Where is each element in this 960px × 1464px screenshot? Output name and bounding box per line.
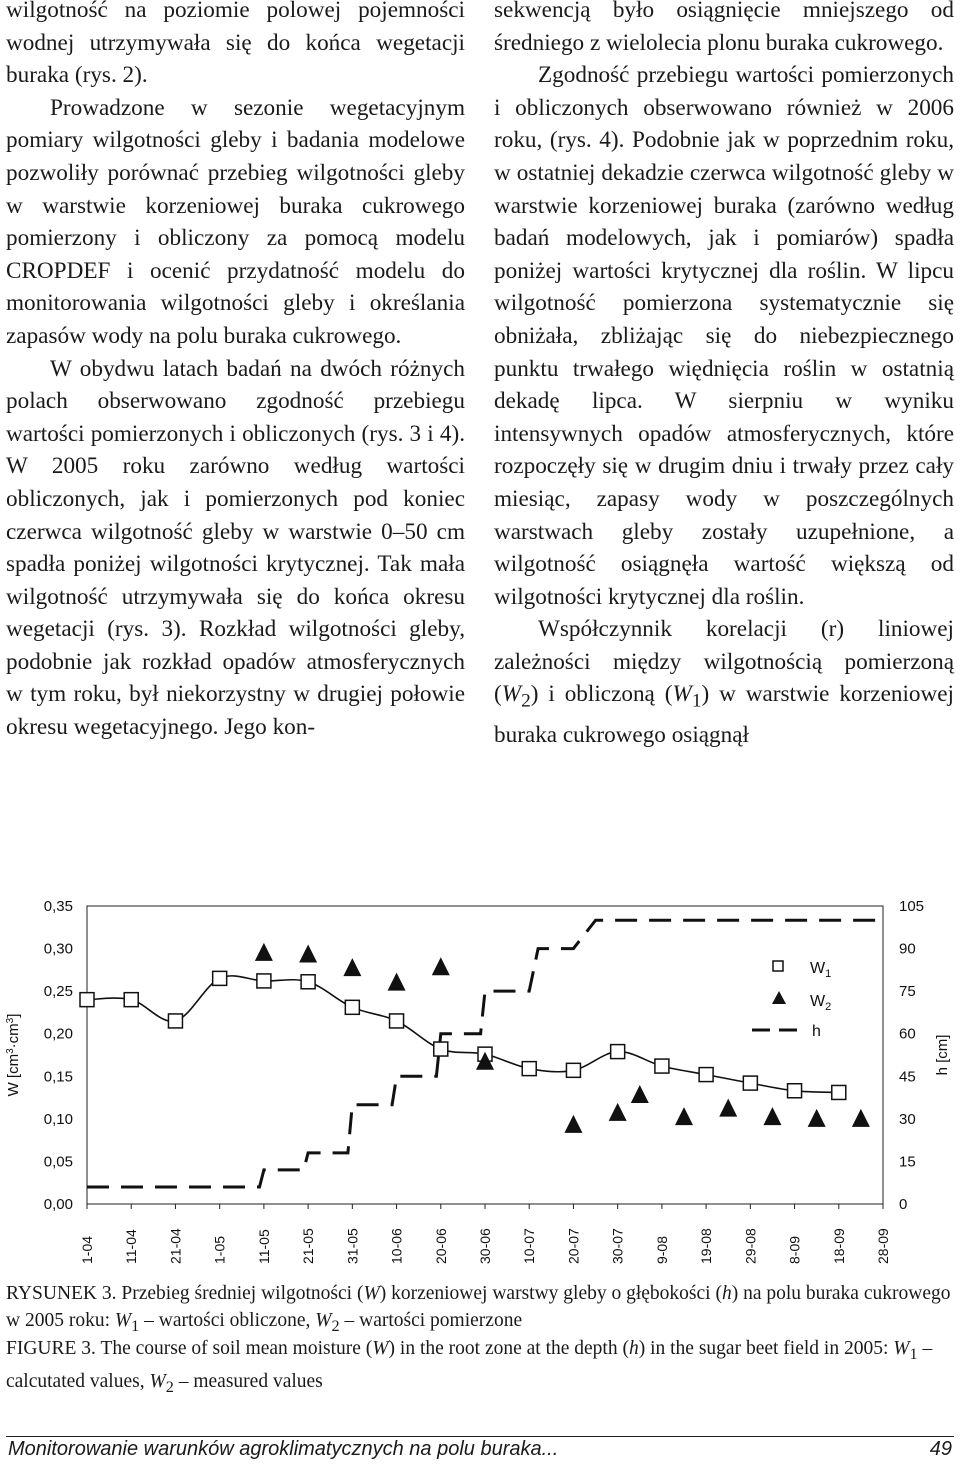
figure-caption-english: FIGURE 3. The course of soil mean moisture (W) in the root zone at the depth (h) in the sugar beet field in 2005: $W_1$ – calcutated values, $W_2$ – measured values <box>6 1338 933 1396</box>
page-number: 49 <box>929 1438 952 1460</box>
footer-title: Monitorowanie warunków agroklimatycznych na polu buraka... <box>8 1438 559 1460</box>
legend-w1-label: $W_1$ <box>810 960 832 980</box>
y-left-tick-label: 0,15 <box>43 1068 73 1086</box>
w2-point <box>388 973 406 991</box>
moisture-chart <box>0 880 960 1275</box>
w1-point <box>699 1068 713 1082</box>
w2-point <box>675 1107 693 1125</box>
x-tick-label: 10-07 <box>521 1228 538 1264</box>
legend-w1-symbol <box>773 961 783 971</box>
x-tick-label: 31-05 <box>344 1228 361 1264</box>
left-text-column <box>6 0 465 744</box>
w1-point <box>213 971 227 985</box>
w1-point <box>390 1014 404 1028</box>
x-tick-label: 9-08 <box>653 1235 670 1264</box>
w1-point <box>788 1084 802 1098</box>
y-right-tick-label: 15 <box>899 1153 916 1171</box>
w1-point <box>345 1000 359 1014</box>
w2-point <box>432 957 450 975</box>
w1-point <box>301 975 315 989</box>
right-paragraph-1: sekwencją było osiągnięcie mniejszego od średniego z wielolecia plonu buraka cukrowego. <box>494 0 954 56</box>
x-tick-label: 11-05 <box>255 1229 272 1264</box>
y-left-tick-label: 0,30 <box>43 940 73 958</box>
y-left-tick-label: 0,20 <box>43 1025 73 1043</box>
left-paragraph-2: Prowadzone w sezonie wegetacyjnym pomiary wilgotności gleby i badania modelowe pozwoliły porównać przebieg wilgotności gleby w warstwie korzeniowej buraka cukrowego pomierzony i obliczony za pomocą modelu CROPDEF i ocenić przydatność modelu do monitorowania wilgotności gleby i określania zapasów wody na polu buraka cukrowego. <box>6 94 465 349</box>
x-tick-label: 28-09 <box>875 1228 891 1264</box>
figure-caption-polish: RYSUNEK 3. Przebieg średniej wilgotności (W) korzeniowej warstwy gleby o głębokości (h) na polu buraka cukrowego w 2005 roku: $W_1$ – wartości obliczone, $W_2$ – wartości pomierzone <box>6 1283 951 1335</box>
y-right-tick-label: 90 <box>899 940 916 958</box>
y-right-tick-label: 45 <box>899 1068 916 1086</box>
left-paragraph-1: wilgotność na poziomie polowej pojemności wodnej utrzymywała się do końca wegetacji buraka (rys. 2). <box>6 0 465 89</box>
x-tick-label: 21-04 <box>167 1228 184 1264</box>
y-left-axis-title: W $[cm^3\cdot cm^3]$ <box>5 1013 22 1097</box>
w1-point <box>566 1063 580 1077</box>
w1-point <box>434 1042 448 1056</box>
x-tick-label: 19-08 <box>698 1228 715 1264</box>
w2-point <box>808 1109 826 1127</box>
x-tick-label: 30-07 <box>609 1228 626 1264</box>
right-text-column <box>494 0 954 751</box>
w1-point <box>611 1045 625 1059</box>
x-tick-label: 1-04 <box>79 1235 95 1264</box>
left-paragraph-3: W obydwu latach badań na dwóch różnych polach obserwowano zgodność przebiegu wartości pomierzonych i obliczonych (rys. 3 i 4). W 2005 roku zarówno według wartości obliczonych, jak i pomierzonych pod koniec czerwca wilgotność gleby w warstwie 0–50 cm spadła poniżej wilgotności krytycznej. Tak mała wilgotność utrzymywała się do końca okresu wegetacji (rys. 3). Rozkład wilgotności gleby, podobnie jak rozkład opadów atmosferycznych w tym roku, był niekorzystny w drugiej połowie okresu wegetacyjnego. Jego kon- <box>6 355 465 741</box>
series-w1-line <box>87 976 839 1093</box>
footer-rule <box>6 1436 954 1437</box>
y-left-tick-label: 0,35 <box>43 898 73 915</box>
y-right-tick-label: 30 <box>899 1110 916 1128</box>
y-left-tick-label: 0,00 <box>43 1196 73 1213</box>
w1-point <box>522 1062 536 1076</box>
legend-h-label: h <box>812 1023 821 1040</box>
y-right-tick-label: 75 <box>899 983 916 1001</box>
w2-point <box>852 1109 870 1127</box>
w1-point <box>743 1076 757 1090</box>
w2-point <box>564 1115 582 1133</box>
y-left-tick-label: 0,05 <box>43 1153 73 1171</box>
w1-point <box>655 1059 669 1073</box>
w2-point <box>255 943 273 961</box>
x-tick-label: 20-06 <box>432 1228 449 1264</box>
y-right-axis-title: h [cm] <box>934 1034 951 1076</box>
w2-point <box>763 1107 781 1125</box>
w2-point <box>631 1085 649 1103</box>
x-tick-label: 11-04 <box>123 1229 140 1264</box>
w2-point <box>609 1103 627 1121</box>
legend-box <box>742 953 854 1049</box>
x-tick-label: 20-07 <box>565 1228 582 1264</box>
w1-point <box>80 993 94 1007</box>
w2-point <box>719 1099 737 1117</box>
x-tick-label: 8-09 <box>786 1235 803 1264</box>
w1-point <box>832 1085 846 1099</box>
x-tick-label: 18-09 <box>830 1228 847 1264</box>
y-left-tick-label: 0,10 <box>43 1110 73 1128</box>
w1-point <box>124 993 138 1007</box>
x-tick-label: 21-05 <box>300 1228 317 1264</box>
y-left-tick-label: 0,25 <box>43 983 73 1001</box>
y-right-tick-label: 0 <box>899 1196 908 1213</box>
x-tick-label: 10-06 <box>388 1228 405 1264</box>
x-tick-label: 1-05 <box>211 1235 228 1264</box>
legend-w2-label: $W_2$ <box>810 993 832 1013</box>
w2-point <box>299 945 317 963</box>
x-tick-label: 30-06 <box>477 1228 493 1264</box>
w1-point <box>168 1014 182 1028</box>
w2-point <box>343 958 361 976</box>
y-right-tick-label: 60 <box>899 1025 916 1043</box>
right-paragraph-2: Zgodność przebiegu wartości pomierzonych i obliczonych obserwowano również w 2006 roku, (rys. 4). Podobnie jak w poprzednim roku, w ostatniej dekadzie czerwca wilgotność gleby w warstwie korzeniowej buraka (zarówno według badań modelowych, jak i pomiarów) spadła poniżej wartości krytycznej dla roślin. W lipcu wilgotność pomierzona systematycznie się obniżała, zbliżając się do niebezpiecznego punktu trwałego więdnięcia roślin w ostatnią dekadę lipca. W sierpniu w wyniku intensywnych opadów atmosferycznych, które rozpoczęły się w drugim dniu i trwały przez cały miesiąc, zapasy wody w poszczególnych warstwach gleby zostały uzupełnione, a wilgotność osiągnęła wartość większą od wilgotności krytycznej dla roślin. <box>494 62 954 610</box>
right-paragraph-3: Współczynnik korelacji (r) liniowej zależności między wilgotnością pomierzoną $(W_2)$ i obliczoną $(W_1)$ w warstwie korzeniowej buraka cukrowego osiągnął <box>494 616 954 748</box>
y-right-tick-label: 105 <box>899 898 925 915</box>
x-tick-label: 29-08 <box>742 1228 759 1264</box>
w1-point <box>257 974 271 988</box>
